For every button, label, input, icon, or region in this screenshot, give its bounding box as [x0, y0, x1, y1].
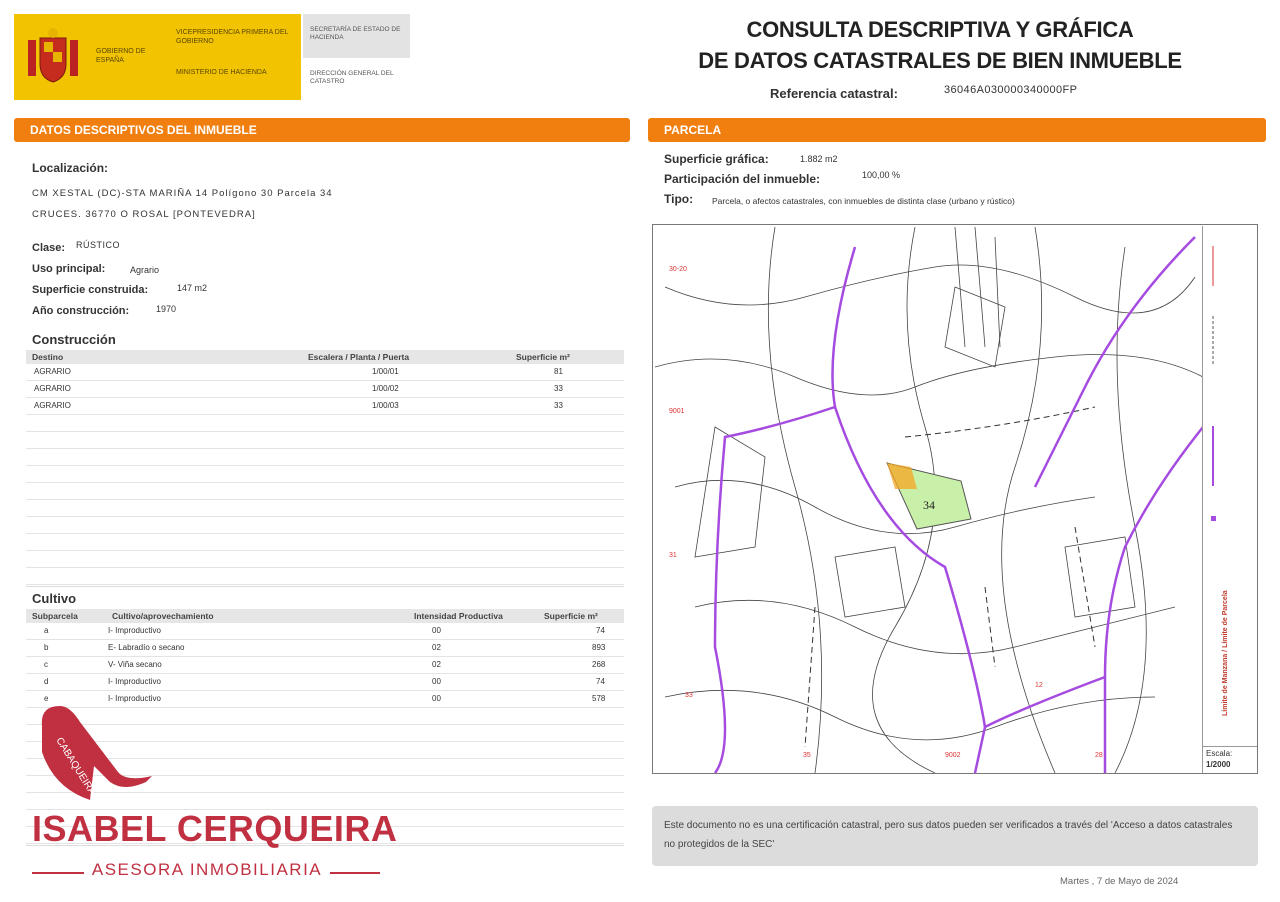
graphic-area-value: 1.882 m2 [800, 154, 838, 164]
cell-intensidad: 02 [432, 660, 441, 669]
brand-subtitle: ASESORA INMOBILIARIA [91, 860, 323, 879]
cell-subparcela: a [44, 626, 49, 635]
table-row [26, 657, 624, 674]
cell-intensidad: 00 [432, 677, 441, 686]
cell-superficie: 74 [596, 626, 605, 635]
gov-vicepresidency-text: VICEPRESIDENCIA PRIMERA DEL GOBIERNO [176, 29, 289, 45]
construction-title: Construcción [32, 332, 116, 347]
secretariat-text: SECRETARÍA DE ESTADO DE HACIENDA [310, 26, 401, 41]
cadastral-map [652, 224, 1258, 774]
header-superficie: Superficie m² [516, 352, 570, 362]
cell-superficie: 268 [592, 660, 606, 669]
class-value: RÚSTICO [76, 240, 120, 250]
cell-destino: AGRARIO [34, 367, 71, 376]
dashed-boundaries [805, 407, 1095, 747]
map-label: 28 [1095, 752, 1103, 759]
scale-label: Escala: [1206, 749, 1233, 758]
parcel-number: 34 [923, 498, 935, 512]
scale-value: 1/2000 [1206, 760, 1231, 769]
construction-table [26, 350, 624, 587]
reference-label: Referencia catastral: [770, 86, 898, 101]
table-row-empty [26, 449, 624, 466]
table-row [26, 364, 624, 381]
map-label: 12 [1035, 682, 1043, 689]
header-escalera: Escalera / Planta / Puerta [308, 352, 410, 362]
address-line-2: CRUCES. 36770 O ROSAL [PONTEVEDRA] [32, 209, 256, 220]
cell-superficie: 33 [554, 384, 563, 393]
gov-ministry-text: MINISTERIO DE HACIENDA [176, 69, 267, 76]
participation-value: 100,00 % [862, 170, 901, 180]
legend-swatch [1211, 516, 1216, 521]
map-label: 30-20 [669, 266, 687, 273]
disclaimer-note: Este documento no es una certificación catastral, pero sus datos pueden ser verificados a través del 'Acceso a datos catastrales no protegidos de la SEC' [652, 806, 1258, 866]
main-use-label: Uso principal: [32, 263, 106, 275]
title-line-2: DE DATOS CATASTRALES DE BIEN INMUEBLE [698, 48, 1182, 73]
year-value: 1970 [156, 304, 177, 314]
table-row-empty [26, 500, 624, 517]
cell-superficie: 578 [592, 694, 606, 703]
table-row [26, 381, 624, 398]
cell-cultivo: I- Improductivo [108, 694, 161, 703]
table-row [26, 640, 624, 657]
map-label: 9002 [945, 752, 961, 759]
built-area-value: 147 m2 [177, 283, 208, 293]
table-row [26, 674, 624, 691]
parcel-building-mark [887, 463, 917, 489]
header-superficie: Superficie m² [544, 611, 598, 621]
table-row-empty [26, 551, 624, 568]
header-destino: Destino [32, 352, 64, 362]
year-label: Año construcción: [32, 305, 130, 317]
cell-cultivo: V- Viña secano [108, 660, 162, 669]
address-line-1: CM XESTAL (DC)-STA MARIÑA 14 Polígono 30 Parcela 34 [32, 188, 333, 199]
cell-intensidad: 00 [432, 694, 441, 703]
cell-intensidad: 02 [432, 643, 441, 652]
ribbon-text: CABAQUEIRA [53, 735, 98, 798]
cell-cultivo: I- Improductivo [108, 677, 161, 686]
coat-of-arms-icon [22, 26, 84, 86]
class-label: Clase: [32, 242, 66, 254]
header-intensidad: Intensidad Productiva [414, 611, 503, 621]
brand-name: ISABEL CERQUEIRA [32, 808, 398, 849]
table-row [26, 623, 624, 640]
cell-escalera: 1/00/03 [372, 401, 399, 410]
cell-superficie: 81 [554, 367, 563, 376]
cell-destino: AGRARIO [34, 401, 71, 410]
cell-intensidad: 00 [432, 626, 441, 635]
table-row-empty [26, 483, 624, 500]
cell-cultivo: I- Improductivo [108, 626, 161, 635]
gov-spain-text: GOBIERNO DE ESPAÑA [96, 48, 146, 64]
cell-cultivo: E- Labradío o secano [108, 643, 185, 652]
header-subparcela: Subparcela [32, 611, 78, 621]
map-label: 33 [685, 692, 693, 699]
map-label: 9001 [669, 408, 685, 415]
table-row-empty [26, 568, 624, 585]
document-date: Martes , 7 de Mayo de 2024 [1060, 876, 1179, 887]
table-row-empty [26, 432, 624, 449]
map-scale [1202, 746, 1257, 773]
participation-label: Participación del inmueble: [664, 172, 821, 186]
map-label: 31 [669, 552, 677, 559]
cell-escalera: 1/00/01 [372, 367, 399, 376]
directorate-text: DIRECCIÓN GENERAL DEL CATASTRO [310, 70, 394, 85]
type-value: Parcela, o afectos catastrales, con inmuebles de distinta clase (urbano y rústico) [712, 196, 1015, 206]
cell-escalera: 1/00/02 [372, 384, 399, 393]
cell-destino: AGRARIO [34, 384, 71, 393]
table-row-empty [26, 415, 624, 432]
document-title [640, 14, 1240, 76]
title-line-1: CONSULTA DESCRIPTIVA Y GRÁFICA [746, 17, 1134, 42]
cell-superficie: 74 [596, 677, 605, 686]
construction-table-header [26, 350, 624, 364]
parcel-bar: PARCELA [648, 118, 1266, 142]
legend-title: Límite de Manzana / Límite de Parcela [1222, 590, 1229, 716]
graphic-area-label: Superficie gráfica: [664, 152, 769, 166]
cell-subparcela: d [44, 677, 49, 686]
map-legend [1202, 226, 1257, 746]
table-row-empty [26, 466, 624, 483]
type-label: Tipo: [664, 192, 694, 206]
cell-superficie: 893 [592, 643, 606, 652]
map-label: 35 [803, 752, 811, 759]
built-area-label: Superficie construida: [32, 284, 149, 296]
legend-drawing [1203, 226, 1257, 746]
table-row [26, 398, 624, 415]
table-row-empty [26, 534, 624, 551]
cell-subparcela: b [44, 643, 49, 652]
location-label: Localización: [32, 161, 109, 175]
main-use-value: Agrario [130, 265, 160, 275]
cell-subparcela: c [44, 660, 48, 669]
cell-superficie: 33 [554, 401, 563, 410]
cultivation-table-header [26, 609, 624, 623]
descriptive-data-bar: DATOS DESCRIPTIVOS DEL INMUEBLE [14, 118, 630, 142]
reference-value: 36046A030000340000FP [944, 84, 1078, 96]
brand-ribbon-logo [34, 702, 158, 802]
table-row-empty [26, 517, 624, 534]
map-drawing [655, 227, 1203, 773]
cultivation-title: Cultivo [32, 591, 77, 606]
cell-subparcela: e [44, 694, 49, 703]
header-cultivo: Cultivo/aprovechamiento [112, 611, 214, 621]
